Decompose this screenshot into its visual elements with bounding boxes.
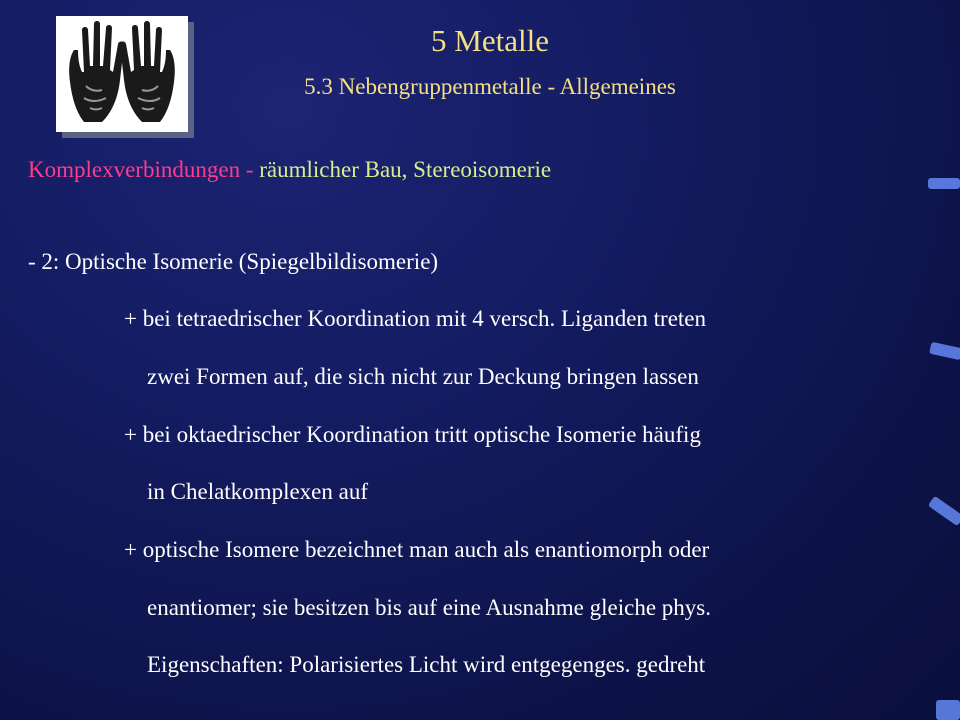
section-heading-subtopic: räumlicher Bau, Stereoisomerie	[259, 157, 552, 182]
content-line: + bei oktaedrischer Koordination tritt optische Isomerie häufig	[124, 422, 701, 447]
edge-decoration	[928, 178, 960, 189]
content-line: zwei Formen auf, die sich nicht zur Deckung bringen lassen	[147, 364, 699, 389]
section-heading	[28, 155, 551, 185]
content-line: enantiomer; sie besitzen bis auf eine Ausnahme gleiche phys.	[147, 595, 711, 620]
edge-decoration	[928, 496, 960, 526]
content-line: + bei tetraedrischer Koordination mit 4 versch. Liganden treten	[124, 306, 707, 331]
slide-subtitle: 5.3 Nebengruppenmetalle - Allgemeines	[304, 74, 676, 99]
section-heading-separator: -	[240, 157, 260, 182]
edge-decoration	[936, 700, 960, 720]
content-line: in Chelatkomplexen auf	[147, 479, 368, 504]
slide-title: 5 Metalle	[431, 23, 549, 58]
content-line: Eigenschaften: Polarisiertes Licht wird entgegenges. gedreht	[147, 652, 706, 677]
content-line: + optische Isomere bezeichnet man auch als enantiomorph oder	[124, 537, 710, 562]
section-heading-topic: Komplexverbindungen	[28, 157, 241, 182]
hands-logo-icon	[56, 16, 188, 132]
content-line: - 2: Optische Isomerie (Spiegelbildisomerie)	[28, 249, 439, 274]
edge-decoration	[929, 342, 960, 360]
